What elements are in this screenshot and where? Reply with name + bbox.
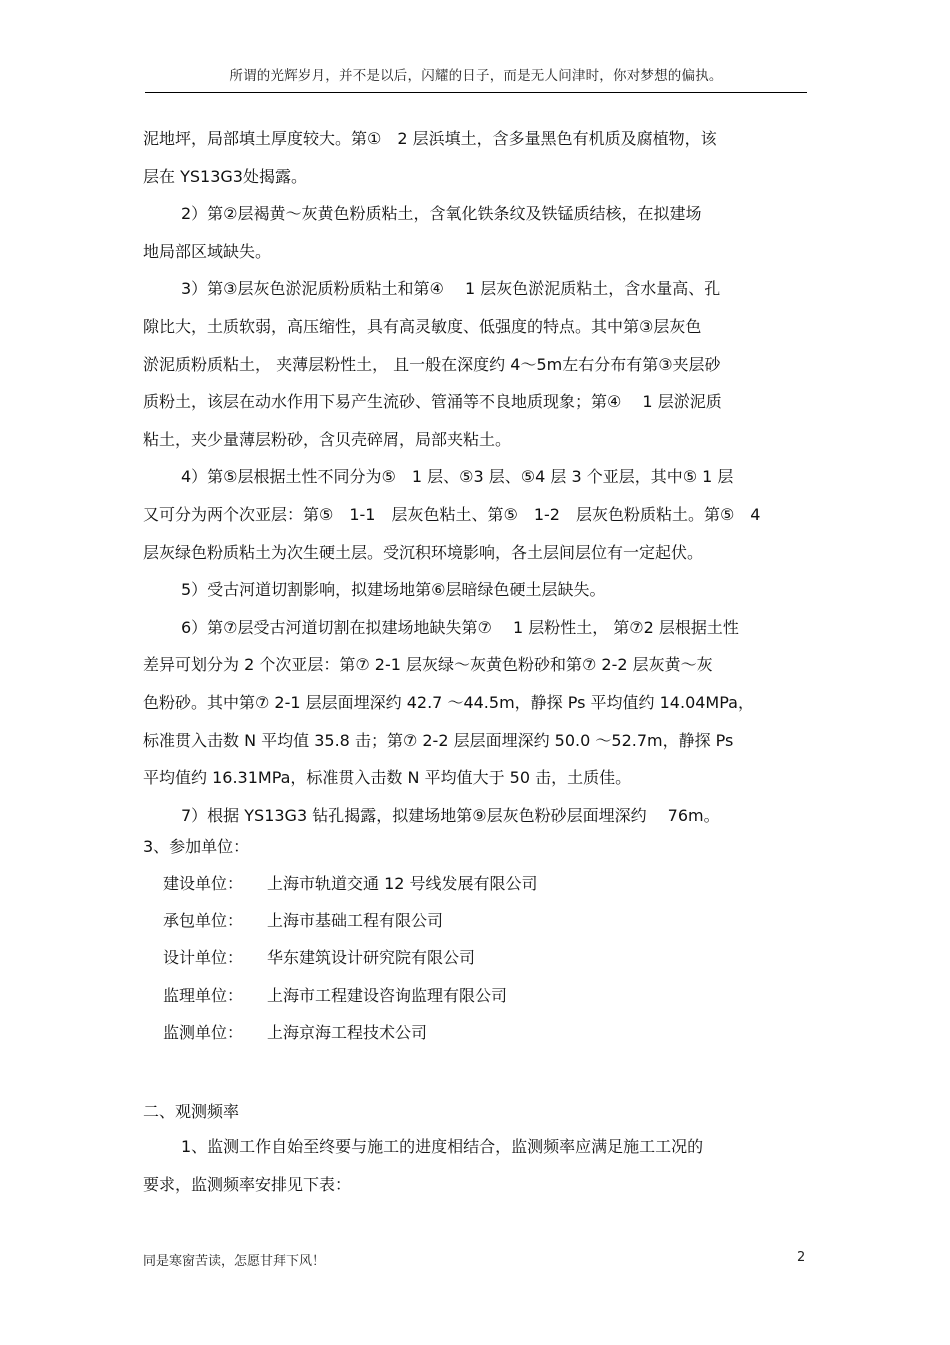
section-2-title: 二、观测频率	[143, 1102, 240, 1121]
unit-value: 上海市轨道交通 12 号线发展有限公司	[267, 874, 538, 893]
body-line: 5）受古河道切割影响，拟建场地第⑥层暗绿色硬土层缺失。	[181, 580, 606, 600]
body-line: 3）第③层灰色淤泥质粉质粘土和第④ 1 层灰色淤泥质粘土，含水量高、孔	[181, 279, 721, 299]
header-quote: 所谓的光辉岁月，并不是以后，闪耀的日子，而是无人问津时，你对梦想的偏执。	[229, 68, 723, 84]
unit-row-contractor	[163, 911, 443, 931]
unit-row-design	[163, 948, 475, 968]
section-3-title: 3、参加单位：	[143, 837, 250, 856]
footer-motto: 同是寒窗苦读，怎愿甘拜下风！	[143, 1254, 326, 1269]
body-line: 标准贯入击数 N 平均值 35.8 击；第⑦ 2-2 层层面埋深约 50.0 ～52.7m，静探 Ps	[143, 730, 734, 750]
geology-description	[143, 120, 811, 834]
unit-value: 华东建筑设计研究院有限公司	[267, 948, 476, 967]
page-number: 2	[797, 1250, 806, 1265]
body-line: 6）第⑦层受古河道切割在拟建场地缺失第⑦ 1 层粉性土， 第⑦2 层根据土性	[181, 617, 739, 637]
unit-label: 监理单位：	[163, 986, 244, 1005]
unit-label: 承包单位：	[163, 911, 244, 930]
body-line: 泥地坪，局部填土厚度较大。第① 2 层浜填土，含多量黑色有机质及腐植物，该	[143, 129, 717, 148]
body-line: 地局部区域缺失。	[143, 241, 272, 261]
unit-row-monitoring	[163, 1023, 427, 1043]
body-line: 1、监测工作自始至终要与施工的进度相结合，监测频率应满足施工工况的	[181, 1137, 704, 1156]
unit-label: 监测单位：	[163, 1023, 244, 1042]
body-line: 差异可划分为 2 个次亚层：第⑦ 2-1 层灰绿～灰黄色粉砂和第⑦ 2-2 层灰黄～灰	[143, 655, 713, 675]
unit-label: 建设单位：	[163, 874, 244, 893]
body-line: 7）根据 YS13G3 钻孔揭露，拟建场地第⑨层灰色粉砂层面埋深约 76m。	[181, 805, 720, 825]
body-line: 色粉砂。其中第⑦ 2-1 层层面埋深约 42.7 ～44.5m，静探 Ps 平均值约 14.04MPa，	[143, 692, 754, 712]
body-line: 层灰绿色粉质粘土为次生硬土层。受沉积环境影响，各土层间层位有一定起伏。	[143, 542, 704, 562]
body-line: 要求，监测频率安排见下表：	[143, 1174, 352, 1194]
body-line: 淤泥质粉质粘土， 夹薄层粉性土， 且一般在深度约 4～5m左右分布有第③夹层砂	[143, 354, 721, 374]
unit-label: 设计单位：	[163, 948, 244, 967]
body-line: 层在 YS13G3处揭露。	[143, 166, 307, 186]
header-rule	[145, 92, 807, 93]
body-line: 粘土，夹少量薄层粉砂，含贝壳碎屑，局部夹粘土。	[143, 429, 512, 449]
body-line: 隙比大，土质软弱，高压缩性，具有高灵敏度、低强度的特点。其中第③层灰色	[143, 316, 702, 336]
frequency-paragraph	[143, 1128, 811, 1203]
body-line: 2）第②层褐黄～灰黄色粉质粘土，含氧化铁条纹及铁锰质结核，在拟建场	[181, 204, 702, 224]
unit-row-construction	[163, 874, 538, 894]
body-line: 4）第⑤层根据土性不同分为⑤ 1 层、⑤3 层、⑤4 层 3 个亚层，其中⑤ 1 层	[181, 467, 734, 487]
unit-value: 上海京海工程技术公司	[267, 1023, 428, 1042]
body-line: 又可分为两个次亚层：第⑤ 1-1 层灰色粘土、第⑤ 1-2 层灰色粉质粘土。第⑤ 4	[143, 504, 761, 524]
unit-row-supervision	[163, 986, 507, 1006]
unit-value: 上海市工程建设咨询监理有限公司	[267, 986, 508, 1005]
body-line: 平均值约 16.31MPa，标准贯入击数 N 平均值大于 50 击，土质佳。	[143, 768, 632, 788]
unit-value: 上海市基础工程有限公司	[267, 911, 444, 930]
body-line: 质粉土，该层在动水作用下易产生流砂、管涌等不良地质现象；第④ 1 层淤泥质	[143, 392, 722, 412]
